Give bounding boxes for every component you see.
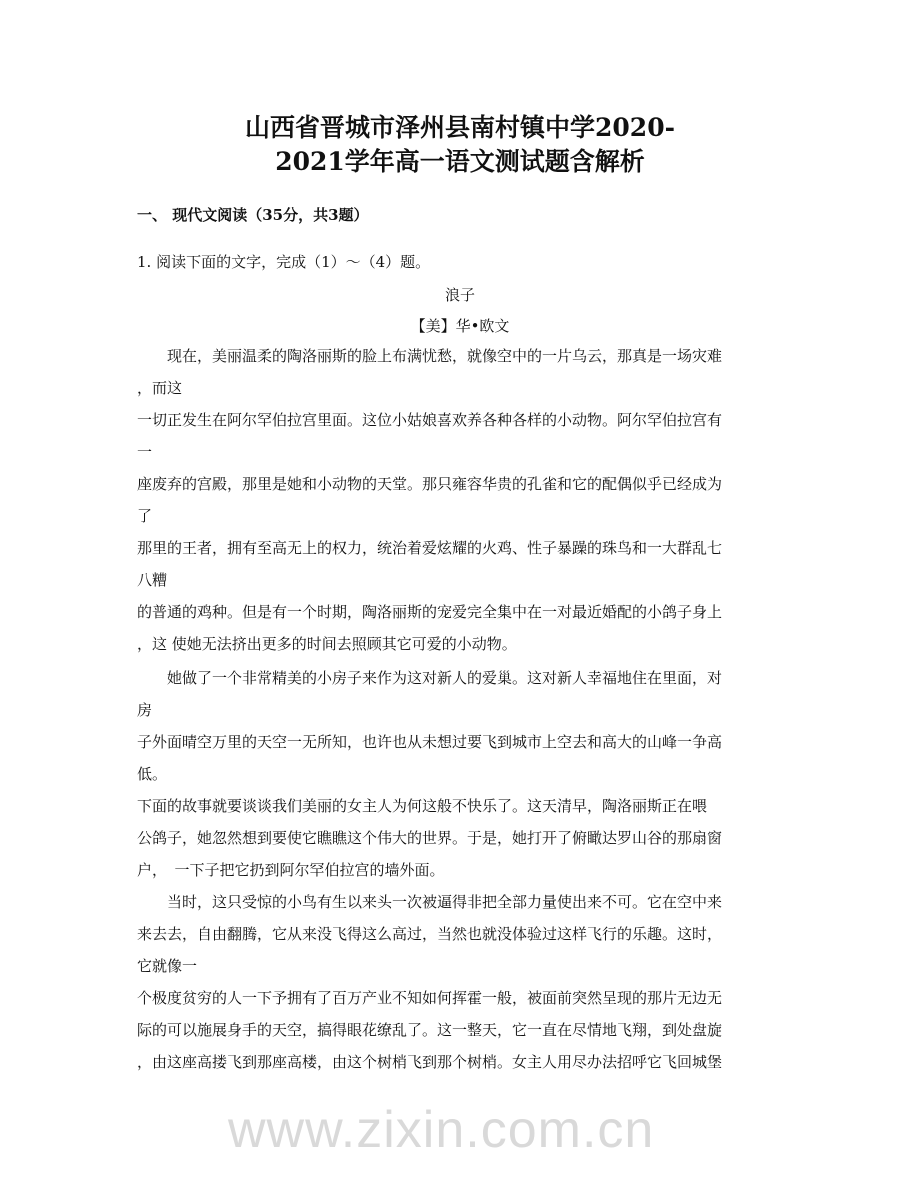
body-text-line: 下面的故事就要谈谈我们美丽的女主人为何这般不快乐了。这天清早，陶洛丽斯正在喂 bbox=[137, 797, 708, 815]
story-title: 浪子 bbox=[444, 286, 475, 304]
body-text-line: 一切正发生在阿尔罕伯拉宫里面。这位小姑娘喜欢养各种各样的小动物。阿尔罕伯拉宫有 bbox=[137, 411, 723, 429]
body-text-line: 那里的王者，拥有至高无上的权力，统治着爱炫耀的火鸡、性子暴躁的珠鸟和一大群乱七 bbox=[137, 539, 723, 557]
watermark: www.zixin.com.cn bbox=[228, 1101, 655, 1159]
question-prompt: 1. 阅读下面的文字，完成（1）～（4）题。 bbox=[137, 253, 431, 271]
body-text-line: 当时，这只受惊的小鸟有生以来头一次被逼得非把全部力量使出来不可。它在空中来 bbox=[137, 893, 723, 911]
body-text-line: 了 bbox=[137, 507, 153, 525]
section-heading: 一、 现代文阅读（35分，共3题） bbox=[137, 206, 369, 224]
body-text-line: 房 bbox=[137, 701, 153, 719]
body-text-line: 来去去，自由翻腾，它从来没飞得这么高过，当然也就没体验过这样飞行的乐趣。这时， bbox=[137, 925, 723, 943]
body-text-line: 际的可以施展身手的天空，搞得眼花缭乱了。这一整天，它一直在尽情地飞翔，到处盘旋 bbox=[137, 1021, 723, 1039]
body-text-line: 子外面晴空万里的天空一无所知，也许也从未想过要飞到城市上空去和高大的山峰一争高 bbox=[137, 733, 723, 751]
body-text-line: ，这 使她无法挤出更多的时间去照顾其它可爱的小动物。 bbox=[137, 635, 517, 653]
body-text-line: 一 bbox=[137, 443, 153, 461]
body-text-line: 它就像一 bbox=[137, 957, 198, 975]
body-text-line: 公鸽子，她忽然想到要使它瞧瞧这个伟大的世界。于是，她打开了俯瞰达罗山谷的那扇窗 bbox=[137, 829, 723, 847]
story-author: 【美】华•欧文 bbox=[410, 317, 510, 335]
body-text-line: ，而这 bbox=[137, 379, 183, 397]
document-title-line-1: 山西省晋城市泽州县南村镇中学2020- bbox=[245, 113, 675, 142]
body-text-line: 八糟 bbox=[137, 571, 168, 589]
body-text-line: 的普通的鸡种。但是有一个时期，陶洛丽斯的宠爱完全集中在一对最近婚配的小鸽子身上 bbox=[137, 603, 723, 621]
body-text-line: 低。 bbox=[137, 765, 168, 783]
body-text-line: 现在，美丽温柔的陶洛丽斯的脸上布满忧愁，就像空中的一片乌云，那真是一场灾难 bbox=[137, 347, 723, 365]
body-text-line: 她做了一个非常精美的小房子来作为这对新人的爱巢。这对新人幸福地住在里面，对 bbox=[137, 669, 723, 687]
body-text-line: 座废弃的宫殿，那里是她和小动物的天堂。那只雍容华贵的孔雀和它的配偶似乎已经成为 bbox=[137, 475, 723, 493]
body-text-line: ，由这座高搂飞到那座高楼，由这个树梢飞到那个树梢。女主人用尽办法招呼它飞回城堡 bbox=[137, 1053, 723, 1071]
body-text-line: 个极度贫穷的人一下予拥有了百万产业不知如何挥霍一般，被面前突然呈现的那片无边无 bbox=[137, 989, 723, 1007]
document-title-line-2: 2021学年高一语文测试题含解析 bbox=[275, 147, 645, 176]
body-text-line: 户， 一下子把它扔到阿尔罕伯拉宫的墙外面。 bbox=[137, 861, 445, 879]
